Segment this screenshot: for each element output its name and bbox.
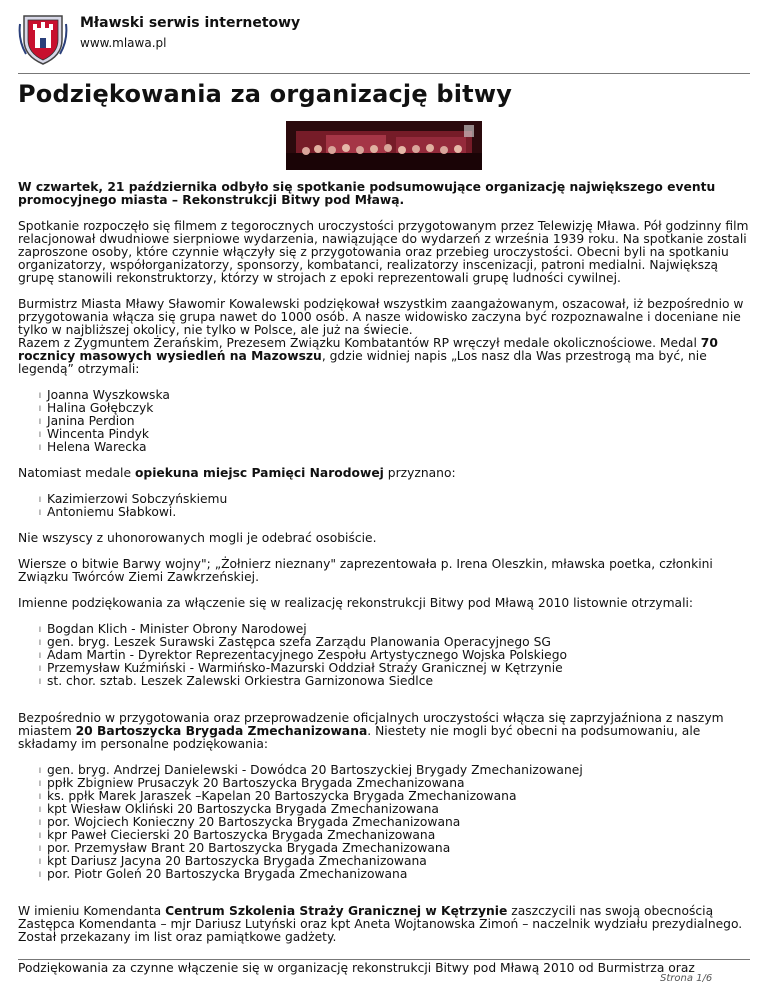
city-crest-logo xyxy=(18,10,68,66)
paragraph-not-present: Nie wszyscy z uhonorowanych mogli je odebrać osobiście. xyxy=(18,531,377,545)
bullet-icon: l xyxy=(39,444,41,452)
bullet-icon: l xyxy=(39,431,41,439)
list-item: l kpt Dariusz Jacyna 20 Bartoszycka Brygada Zmechanizowana xyxy=(39,854,427,868)
list-item: l st. chor. sztab. Leszek Zalewski Orkiestra Garnizonowa Siedlce xyxy=(39,674,434,688)
paragraph-letters: Imienne podziękowania za włączenie się w realizację rekonstrukcji Bitwy pod Mławą 2010 listownie otrzymali: xyxy=(18,596,694,610)
brigade-name: 20 Bartoszycka Brygada Zmechanizowana xyxy=(75,724,368,738)
brigade-thanks-list xyxy=(18,764,752,881)
list-item: l kpr Paweł Ciecierski 20 Bartoszycka Brygada Zmechanizowana xyxy=(39,828,436,842)
audience-photo-graphic xyxy=(286,121,482,170)
article-body xyxy=(18,181,752,957)
header-divider xyxy=(18,73,750,74)
bullet-icon: l xyxy=(39,652,41,660)
list-item: l Wincenta Pindyk xyxy=(39,427,150,441)
bullet-icon: l xyxy=(39,639,41,647)
medal-name: 70 rocznicy masowych wysiedleń na Mazowszu xyxy=(18,336,718,363)
paragraph-medals-pre: Razem z Zygmuntem Żerańskim, Prezesem Związku Kombatantów RP wręczył medale okolicznościowe. Medal xyxy=(18,336,701,350)
letter-recipients-list xyxy=(18,623,752,688)
list-item: l ks. ppłk Marek Jaraszek –Kapelan 20 Bartoszycka Brygada Zmechanizowana xyxy=(39,789,517,803)
list-item: l gen. bryg. Andrzej Danielewski - Dowódca 20 Bartoszyckiej Brygady Zmechanizowanej xyxy=(39,763,583,777)
bullet-icon: l xyxy=(39,678,41,686)
bullet-icon: l xyxy=(39,871,41,879)
bullet-icon: l xyxy=(39,509,41,517)
bullet-icon: l xyxy=(39,767,41,775)
guardian-medal-name: opiekuna miejsc Pamięci Narodowej xyxy=(134,466,384,480)
bullet-icon: l xyxy=(39,405,41,413)
bullet-icon: l xyxy=(39,418,41,426)
paragraph-film: Spotkanie rozpoczęło się filmem z tegorocznych uroczystości przygotowanym przez Telewizję Mława. Pół godzinny film relacjonował dwudniowe sierpniowe wydarzenia, nawiązujące do wydarzeń z września 1939 roku. Na spotkanie zostali zaproszone osoby, które czynnie włączyły się z przygotowania oraz przebieg uroczystości. Obecni byli na spotkaniu organizatorzy, współorganizatorzy, sponsorzy, kombatanci, realizatorzy inscenizacji, patroni medialni. Największą grupę stanowili rekonstruktorzy, którzy w strojach z epoki reprezentowali grupę ludności cywilnej. xyxy=(18,219,749,285)
bullet-icon: l xyxy=(39,806,41,814)
border-guard-center-name: Centrum Szkolenia Straży Granicznej w Kętrzynie xyxy=(165,904,508,918)
page-number: Strona 1/6 xyxy=(660,973,713,984)
bullet-icon: l xyxy=(39,496,41,504)
list-item: l por. Wojciech Konieczny 20 Bartoszycka Brygada Zmechanizowana xyxy=(39,815,461,829)
footer-divider xyxy=(18,959,750,960)
bullet-icon: l xyxy=(39,858,41,866)
list-item: l kpt Wiesław Okliński 20 Bartoszycka Brygada Zmechanizowana xyxy=(39,802,439,816)
bullet-icon: l xyxy=(39,665,41,673)
paragraph-guardian-medals: Natomiast medale opiekuna miejsc Pamięci Narodowej przyznano: xyxy=(18,466,456,480)
list-item: l Antoniemu Słabkowi. xyxy=(39,505,177,519)
event-photo xyxy=(286,121,482,170)
list-item: l Kazimierzowi Sobczyńskiemu xyxy=(39,492,228,506)
bullet-icon: l xyxy=(39,819,41,827)
list-item: l Janina Perdion xyxy=(39,414,135,428)
bullet-icon: l xyxy=(39,780,41,788)
bullet-icon: l xyxy=(39,626,41,634)
paragraph-brigade: Bezpośrednio w przygotowania oraz przeprowadzenie oficjalnych uroczystości włącza się zaprzyjaźniona z naszym miastem 20 Bartoszycka Brygada Zmechanizowana. Niestety nie mogli być obecni na podsumowaniu, ale składamy im personalne podziękowania: xyxy=(18,711,724,751)
paragraph-border-guard: W imieniu Komendanta Centrum Szkolenia Straży Granicznej w Kętrzynie zaszczycili nas swoją obecnością Zastępca Komendanta – mjr Dariusz Lutyński oraz kpt Aneta Wojtanowska Zimoń – naczelnik wydziału prezydialnego. Został przekazany im list oraz pamiątkowe gadżety. xyxy=(18,904,743,944)
bullet-icon: l xyxy=(39,793,41,801)
bullet-icon: l xyxy=(39,392,41,400)
paragraph-medals-post: , gdzie widniej napis „Los nasz dla Was przestrogą ma być, nie legendą” otrzymali: xyxy=(18,349,707,376)
list-item: l Bogdan Klich - Minister Obrony Narodowej xyxy=(39,622,307,636)
lead-paragraph: W czwartek, 21 października odbyło się spotkanie podsumowujące organizację największego eventu promocyjnego miasta – Rekonstrukcji Bitwy pod Mławą. xyxy=(18,180,716,207)
paragraph-mayor-text: Burmistrz Miasta Mławy Sławomir Kowalewski podziękował wszystkim zaangażowanym, oszacował, iż bezpośrednio w przygotowania włącza się grupa nawet do 1000 osób. A nasze widowisko zaczyna być rozpoznawalne i doceniane nie tylko w najbliższej okolicy, nie tylko w Polsce, ale już na świecie. xyxy=(18,297,744,337)
list-item: l gen. bryg. Leszek Surawski Zastępca szefa Zarządu Planowania Operacyjnego SG xyxy=(39,635,551,649)
paragraph-poems: Wiersze o bitwie Barwy wojny"; „Żołnierz nieznany" zaprezentowała p. Irena Oleszkin, mławska poetka, członkini Związku Twórców Ziemi Zawkrzeńskiej. xyxy=(18,557,713,584)
paragraph-mayor xyxy=(18,298,752,376)
guardian-recipients-list xyxy=(18,493,752,519)
list-item: l ppłk Zbigniew Prusaczyk 20 Bartoszycka Brygada Zmechanizowana xyxy=(39,776,465,790)
page-title: Podziękowania za organizację bitwy xyxy=(18,80,513,108)
bullet-icon: l xyxy=(39,832,41,840)
site-name: Mławski serwis internetowy xyxy=(80,15,301,31)
list-item: l Halina Gołębczyk xyxy=(39,401,154,415)
site-header xyxy=(18,10,768,72)
list-item: l Przemysław Kuźmiński - Warmińsko-Mazurski Oddział Straży Granicznej w Kętrzynie xyxy=(39,661,563,675)
site-url-link[interactable]: www.mlawa.pl xyxy=(80,36,167,50)
bullet-icon: l xyxy=(39,845,41,853)
medal-recipients-list xyxy=(18,389,752,454)
footer-continuation-text: Podziękowania za czynne włączenie się w organizację rekonstrukcji Bitwy pod Mławą 2010 od Burmistrza oraz xyxy=(18,961,695,975)
list-item: l por. Przemysław Brant 20 Bartoszycka Brygada Zmechanizowana xyxy=(39,841,451,855)
list-item: l por. Piotr Goleń 20 Bartoszycka Brygada Zmechanizowana xyxy=(39,867,408,881)
list-item: l Adam Martin - Dyrektor Reprezentacyjnego Zespołu Artystycznego Wojska Polskiego xyxy=(39,648,568,662)
list-item: l Joanna Wyszkowska xyxy=(39,388,170,402)
list-item: l Helena Warecka xyxy=(39,440,147,454)
